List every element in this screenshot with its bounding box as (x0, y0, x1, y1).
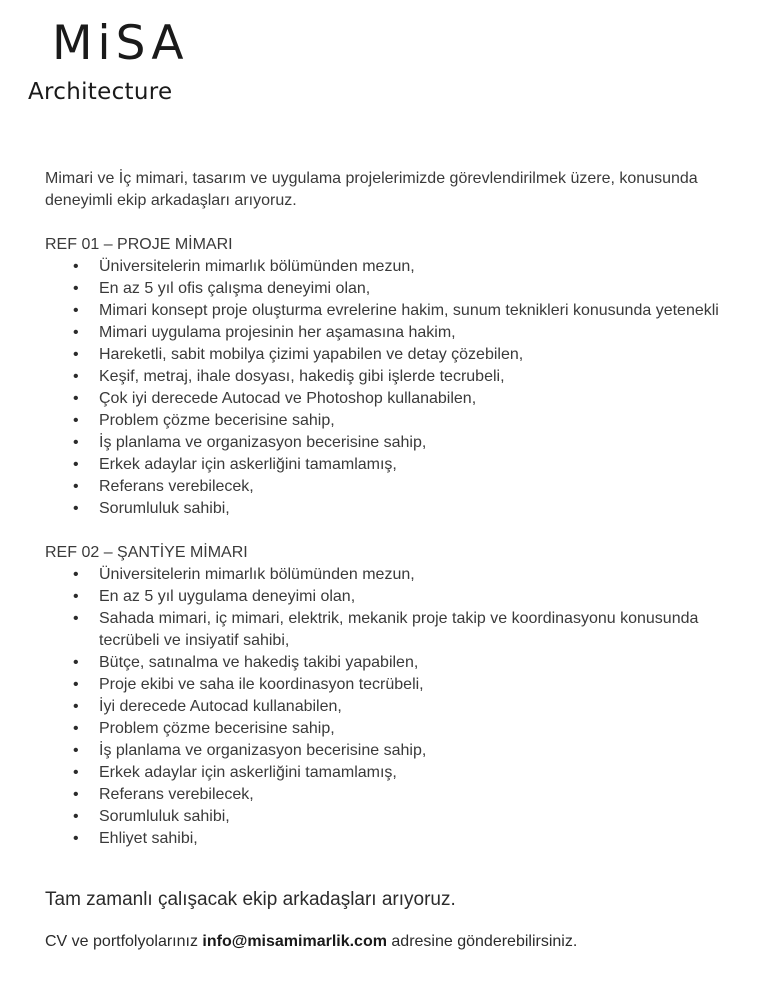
ref-section-02 (45, 542, 745, 850)
list-item (45, 476, 745, 498)
list-item-text: En az 5 yıl uygulama deneyimi olan, (99, 588, 356, 605)
bullet-icon: • (73, 676, 79, 693)
bullet-icon: • (73, 324, 79, 341)
list-item (45, 278, 745, 300)
bullet-icon: • (73, 456, 79, 473)
bullet-icon: • (73, 500, 79, 517)
bullet-icon: • (73, 368, 79, 385)
list-item (45, 652, 745, 674)
bullet-icon: • (73, 830, 79, 847)
bullet-icon: • (73, 346, 79, 363)
bullet-icon: • (73, 808, 79, 825)
list-item-text: Bütçe, satınalma ve hakediş takibi yapabilen, (99, 654, 419, 671)
intro-text: Mimari ve İç mimari, tasarım ve uygulama projelerimizde görevlendirilmek üzere, konusunda deneyimli ekip arkadaşları arıyoruz. (45, 170, 698, 209)
list-item-text: Erkek adaylar için askerliğini tamamlamış, (99, 456, 397, 473)
ref-section-01 (45, 234, 745, 520)
cv-suffix: adresine gönderebilirsiniz. (391, 933, 578, 950)
list-item-text: Sorumluluk sahibi, (99, 500, 230, 517)
list-item-text: Problem çözme becerisine sahip, (99, 720, 335, 737)
list-item-text: İyi derecede Autocad kullanabilen, (99, 698, 342, 715)
job-posting (45, 168, 745, 953)
bullet-icon: • (73, 720, 79, 737)
bullet-icon: • (73, 654, 79, 671)
requirements-list (45, 564, 745, 850)
requirements-list (45, 256, 745, 520)
cv-prefix: CV ve portfolyolarınız (45, 933, 198, 950)
list-item (45, 498, 745, 520)
list-item (45, 410, 745, 432)
ref-title: REF 02 – ŞANTİYE MİMARI (45, 544, 248, 561)
logo-subtitle: Architecture (28, 79, 173, 105)
list-item (45, 762, 745, 784)
bullet-icon: • (73, 258, 79, 275)
bullet-icon: • (73, 786, 79, 803)
list-item-text: Çok iyi derecede Autocad ve Photoshop kullanabilen, (99, 390, 477, 407)
list-item (45, 564, 745, 586)
list-item-text: Referans verebilecek, (99, 478, 254, 495)
list-item-text: Sorumluluk sahibi, (99, 808, 230, 825)
list-item-text: Erkek adaylar için askerliğini tamamlamış, (99, 764, 397, 781)
list-item-text: Proje ekibi ve saha ile koordinasyon tecrübeli, (99, 676, 424, 693)
list-item-text: Üniversitelerin mimarlık bölümünden mezun, (99, 258, 415, 275)
ref-title: REF 01 – PROJE MİMARI (45, 236, 233, 253)
list-item (45, 828, 745, 850)
cv-instructions (45, 931, 745, 953)
list-item-text: İş planlama ve organizasyon becerisine sahip, (99, 742, 427, 759)
bullet-icon: • (73, 412, 79, 429)
list-item (45, 784, 745, 806)
list-item (45, 256, 745, 278)
bullet-icon: • (73, 390, 79, 407)
list-item-text: Keşif, metraj, ihale dosyası, hakediş gibi işlerde tecrubeli, (99, 368, 505, 385)
bullet-icon: • (73, 742, 79, 759)
list-item (45, 344, 745, 366)
bullet-icon: • (73, 610, 79, 627)
list-item-text: Problem çözme becerisine sahip, (99, 412, 335, 429)
bullet-icon: • (73, 478, 79, 495)
list-item (45, 300, 745, 322)
list-item (45, 740, 745, 762)
list-item-text: Mimari uygulama projesinin her aşamasına hakim, (99, 324, 456, 341)
list-item-text: Ehliyet sahibi, (99, 830, 198, 847)
list-item (45, 454, 745, 476)
bullet-icon: • (73, 698, 79, 715)
bullet-icon: • (73, 764, 79, 781)
tagline: Tam zamanlı çalışacak ekip arkadaşları arıyoruz. (45, 889, 456, 910)
list-item (45, 366, 745, 388)
list-item (45, 322, 745, 344)
bullet-icon: • (73, 434, 79, 451)
list-item-text: En az 5 yıl ofis çalışma deneyimi olan, (99, 280, 371, 297)
logo-name: MiSA (52, 16, 189, 71)
email-link[interactable]: info@misamimarlik.com (202, 933, 387, 950)
bullet-icon: • (73, 566, 79, 583)
bullet-icon: • (73, 302, 79, 319)
list-item (45, 432, 745, 454)
list-item (45, 806, 745, 828)
bullet-icon: • (73, 588, 79, 605)
list-item (45, 388, 745, 410)
list-item-text: Üniversitelerin mimarlık bölümünden mezun, (99, 566, 415, 583)
list-item-text: Referans verebilecek, (99, 786, 254, 803)
list-item (45, 674, 745, 696)
list-item-text: Sahada mimari, iç mimari, elektrik, mekanik proje takip ve koordinasyonu konusunda tecrübeli ve insiyatif sahibi, (99, 610, 699, 649)
bullet-icon: • (73, 280, 79, 297)
list-item (45, 586, 745, 608)
list-item (45, 608, 745, 652)
list-item (45, 718, 745, 740)
list-item (45, 696, 745, 718)
list-item-text: Mimari konsept proje oluşturma evrelerine hakim, sunum teknikleri konusunda yetenekli (99, 302, 719, 319)
list-item-text: Hareketli, sabit mobilya çizimi yapabilen ve detay çözebilen, (99, 346, 524, 363)
list-item-text: İş planlama ve organizasyon becerisine sahip, (99, 434, 427, 451)
